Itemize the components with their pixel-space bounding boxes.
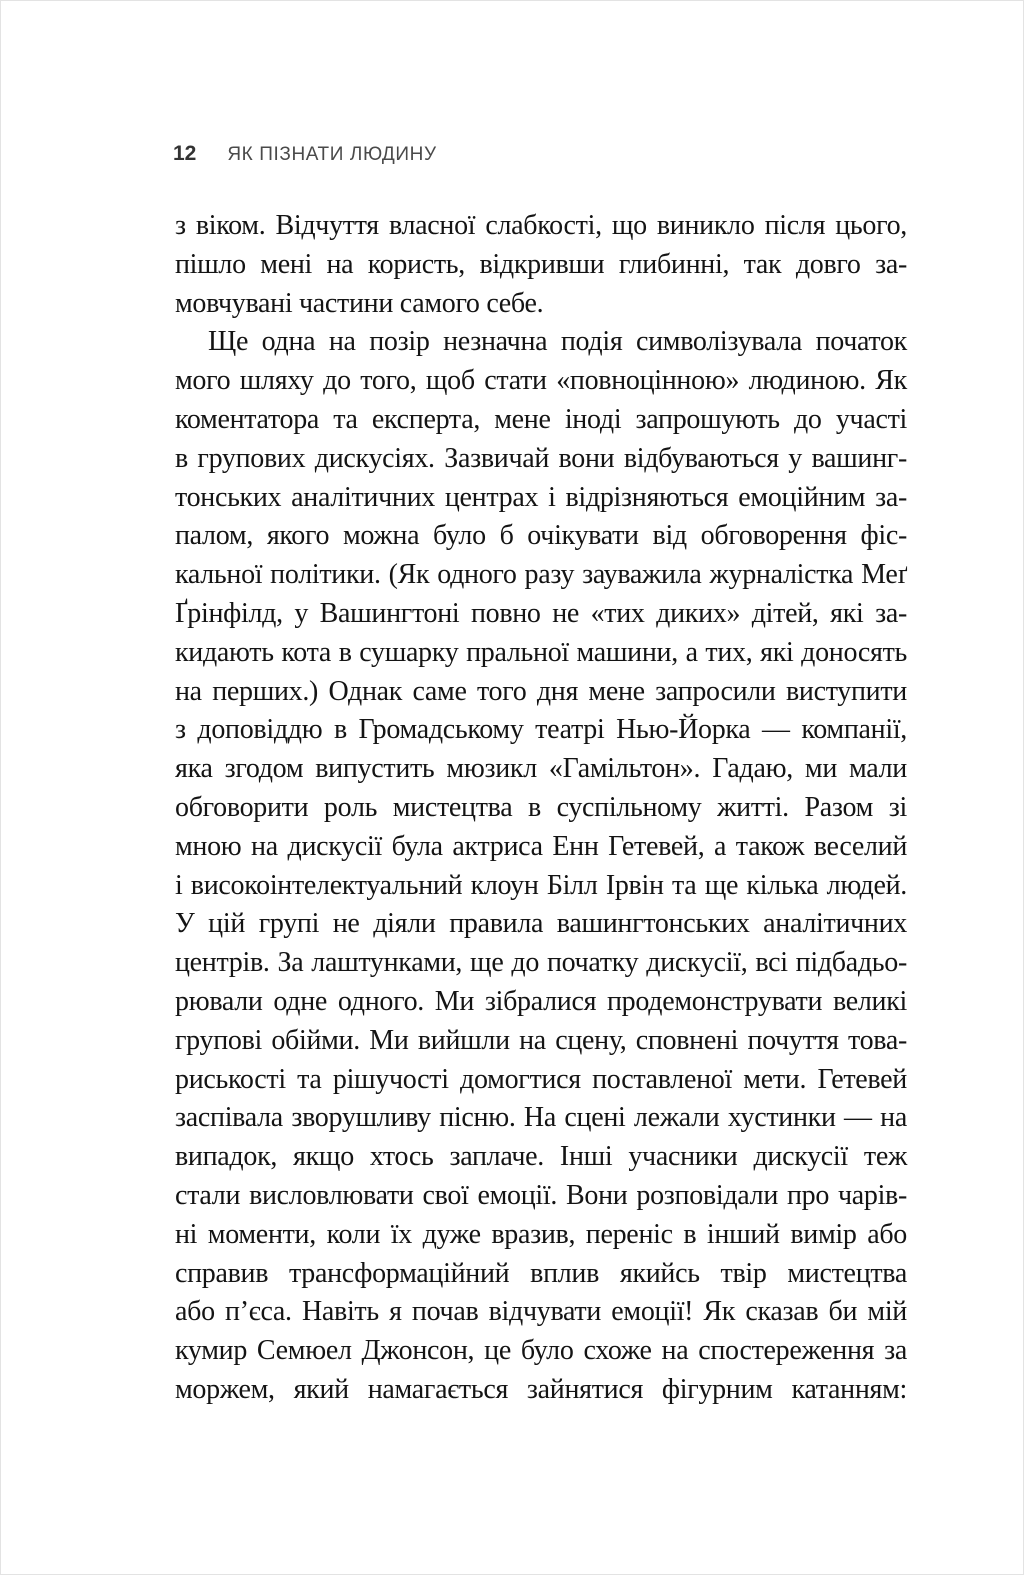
text-line: тонських аналітичних центрах і відрізняються емоційним за- [175,481,907,513]
text-line: в групових дискусіях. Зазвичай вони відбуваються у вашинг- [175,442,907,474]
text-line: палом, якого можна було б очікувати від обговорення фіс- [175,520,907,552]
text-line: мною на дискусії була актриса Енн Гетевей, а також веселий [175,830,907,862]
text-line: на перших.) Однак саме того дня мене запросили виступити [175,675,907,707]
text-line: і високоінтелектуальний клоун Білл Ірвін та ще кілька людей. [175,869,907,901]
text-line: обговорити роль мистецтва в суспільному житті. Разом зі [175,791,907,823]
text-line: кальної політики. (Як одного разу зауважила журналістка Меґ [175,559,907,591]
text-line: справив трансформаційний вплив якийсь твір мистецтва [175,1257,907,1289]
text-line: Ґрінфілд, у Вашингтоні повно не «тих диких» дітей, які за- [175,597,907,629]
text-line: У цій групі не діяли правила вашингтонських аналітичних [175,908,907,940]
text-body [175,207,907,1410]
text-line: пішло мені на користь, відкривши глибинні, так довго за- [175,248,907,280]
text-line: з віком. Відчуття власної слабкості, що виникло після цього, [175,210,907,241]
page-number: 12 [173,142,197,165]
text-line: з доповіддю в Громадському театрі Нью-Йорка — компанії, [175,714,907,746]
text-line: або п’єса. Навіть я почав відчувати емоції! Як сказав би мій [175,1296,907,1328]
text-line: рювали одне одного. Ми зібралися продемонструвати великі [175,985,907,1017]
text-line: групові обійми. Ми вийшли на сцену, сповнені почуття това- [175,1024,907,1056]
running-header [173,142,913,166]
text-line: мовчувані частини самого себе. [175,287,544,319]
text-line: кидають кота в сушарку пральної машини, а тих, які доносять [175,636,907,668]
text-line: моржем, який намагається зайнятися фігурним катанням: [175,1373,907,1405]
text-line: випадок, якщо хтось заплаче. Інші учасники дискусії теж [175,1141,907,1173]
text-line: стали висловлювати свої емоції. Вони розповідали про чарів- [175,1179,907,1211]
running-title: ЯК ПІЗНАТИ ЛЮДИНУ [227,144,437,165]
text-line: кумир Семюел Джонсон, це було схоже на спостереження за [175,1335,907,1367]
text-line: риськості та рішучості домогтися поставленої мети. Гетевей [175,1063,907,1095]
text-line: ні моменти, коли їх дуже вразив, переніс в інший вимір або [175,1218,907,1250]
text-line: яка згодом випустить мюзикл «Гамільтон». Гадаю, ми мали [175,753,907,785]
text-line: Ще одна на позір незначна подія символізувала початок [208,326,907,358]
text-line: центрів. За лаштунками, ще до початку дискусії, всі підбадьо- [175,947,907,979]
text-line: заспівала зворушливу пісню. На сцені лежали хустинки — на [175,1102,907,1134]
text-line: коментатора та експерта, мене іноді запрошують до участі [175,403,907,435]
text-line: мого шляху до того, щоб стати «повноцінною» людиною. Як [175,365,907,397]
